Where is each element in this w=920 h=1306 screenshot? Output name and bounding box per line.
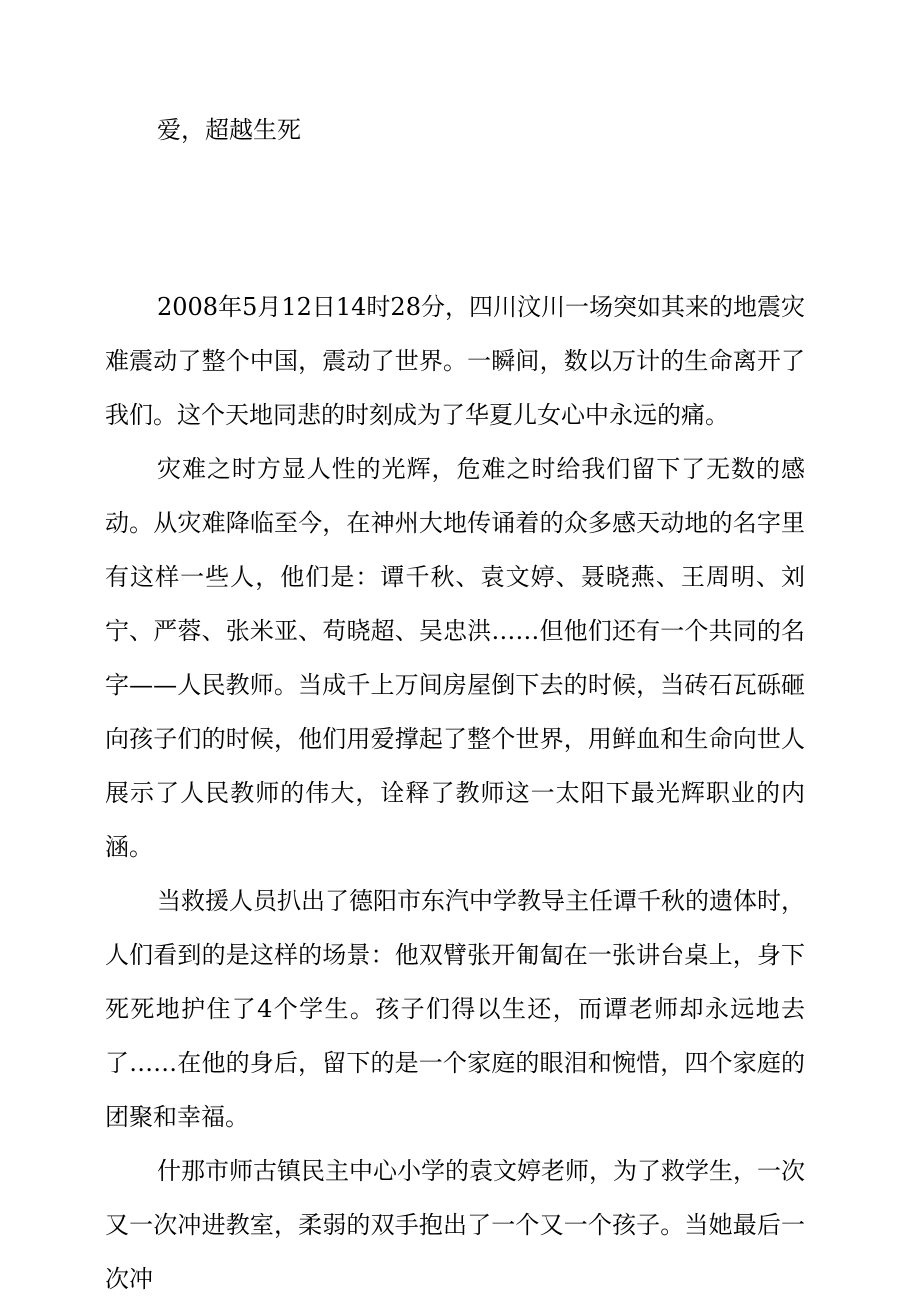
paragraph-tan-qianqiu: 当救援人员扒出了德阳市东汽中学教导主任谭千秋的遗体时，人们看到的是这样的场景：他双臂张开匍匐在一张讲台桌上，身下死死地护住了4个学生。孩子们得以生还，而谭老师却永远地去了……在他的身后，留下的是一个家庭的眼泪和惋惜，四个家庭的团聚和幸福。 xyxy=(105,887,805,1131)
paragraph-yuan-wenting: 什那市师古镇民主中心小学的袁文婷老师，为了救学生，一次又一次冲进教室，柔弱的双手抱出了一个又一个孩子。当她最后一次冲 xyxy=(105,1157,805,1293)
document-title: 爱，超越生死 xyxy=(157,116,301,144)
document-body xyxy=(105,280,805,1306)
paragraph-earthquake-intro: 2008年5月12日14时28分，四川汶川一场突如其来的地震灾难震动了整个中国，震动了世界。一瞬间，数以万计的生命离开了我们。这个天地同悲的时刻成为了华夏儿女心中永远的痛。 xyxy=(105,293,805,429)
paragraph-teachers-names: 灾难之时方显人性的光辉，危难之时给我们留下了无数的感动。从灾难降临至今，在神州大地传诵着的众多感天动地的名字里有这样一些人，他们是：谭千秋、袁文婷、聂晓燕、王周明、刘宁、严蓉、张米亚、苟晓超、吴忠洪……但他们还有一个共同的名字——人民教师。当成千上万间房屋倒下去的时候，当砖石瓦砾砸向孩子们的时候，他们用爱撑起了整个世界，用鲜血和生命向世人展示了人民教师的伟大，诠释了教师这一太阳下最光辉职业的内涵。 xyxy=(105,455,805,861)
